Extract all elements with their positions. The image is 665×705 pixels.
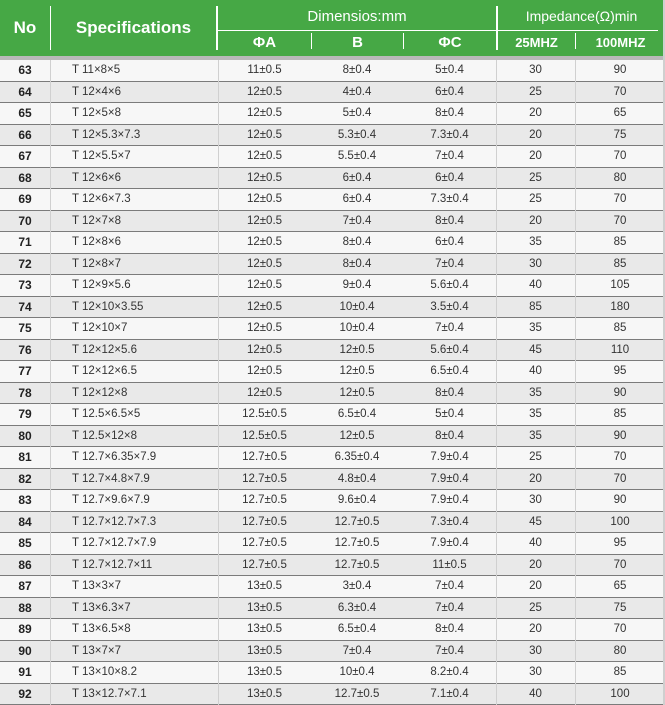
table-row — [0, 167, 665, 189]
row-impedance-25mhz: 40 — [496, 683, 575, 705]
row-specification: T 13×3×7 — [50, 576, 218, 598]
row-phi-c: 7.3±0.4 — [403, 189, 496, 211]
row-phi-c: 7±0.4 — [403, 597, 496, 619]
row-impedance-100mhz: 100 — [575, 511, 665, 533]
table-row — [0, 81, 665, 103]
row-phi-c: 7±0.4 — [403, 318, 496, 340]
row-phi-a: 12±0.5 — [218, 232, 311, 254]
row-impedance-100mhz: 80 — [575, 640, 665, 662]
row-impedance-100mhz: 180 — [575, 296, 665, 318]
row-number: 64 — [0, 81, 50, 103]
row-impedance-100mhz: 70 — [575, 554, 665, 576]
row-number: 77 — [0, 361, 50, 383]
row-impedance-25mhz: 20 — [496, 210, 575, 232]
table-row — [0, 318, 665, 340]
row-impedance-25mhz: 35 — [496, 404, 575, 426]
row-number: 63 — [0, 60, 50, 81]
row-phi-a: 13±0.5 — [218, 576, 311, 598]
row-b: 12.7±0.5 — [311, 554, 403, 576]
row-phi-a: 12±0.5 — [218, 296, 311, 318]
column-separator — [218, 60, 219, 705]
row-phi-c: 7.3±0.4 — [403, 124, 496, 146]
row-phi-c: 8±0.4 — [403, 425, 496, 447]
row-specification: T 12×10×7 — [50, 318, 218, 340]
row-phi-c: 11±0.5 — [403, 554, 496, 576]
row-number: 85 — [0, 533, 50, 555]
table-row — [0, 554, 665, 576]
row-b: 7±0.4 — [311, 640, 403, 662]
row-impedance-100mhz: 85 — [575, 318, 665, 340]
row-impedance-100mhz: 70 — [575, 210, 665, 232]
table-row — [0, 124, 665, 146]
row-phi-a: 12.7±0.5 — [218, 490, 311, 512]
row-number: 84 — [0, 511, 50, 533]
row-phi-c: 7.9±0.4 — [403, 447, 496, 469]
table-row — [0, 60, 665, 81]
header-no: No — [13, 18, 37, 37]
row-b: 4±0.4 — [311, 81, 403, 103]
row-impedance-100mhz: 75 — [575, 597, 665, 619]
row-number: 79 — [0, 404, 50, 426]
row-impedance-25mhz: 40 — [496, 533, 575, 555]
row-impedance-100mhz: 70 — [575, 146, 665, 168]
table-row — [0, 619, 665, 641]
row-specification: T 12×12×8 — [50, 382, 218, 404]
row-b: 12±0.5 — [311, 339, 403, 361]
row-number: 70 — [0, 210, 50, 232]
row-impedance-25mhz: 20 — [496, 554, 575, 576]
header-phi-a: ΦA — [252, 33, 277, 51]
row-phi-a: 12±0.5 — [218, 210, 311, 232]
row-impedance-100mhz: 70 — [575, 189, 665, 211]
row-b: 8±0.4 — [311, 232, 403, 254]
row-number: 73 — [0, 275, 50, 297]
row-number: 65 — [0, 103, 50, 125]
row-impedance-25mhz: 35 — [496, 232, 575, 254]
header-impedance: Impedance(Ω)min — [525, 8, 638, 24]
row-phi-a: 12.5±0.5 — [218, 404, 311, 426]
row-phi-c: 7±0.4 — [403, 146, 496, 168]
row-phi-a: 12.7±0.5 — [218, 511, 311, 533]
row-impedance-25mhz: 40 — [496, 361, 575, 383]
row-impedance-100mhz: 90 — [575, 60, 665, 81]
row-b: 6.5±0.4 — [311, 619, 403, 641]
row-number: 72 — [0, 253, 50, 275]
row-specification: T 12.5×6.5×5 — [50, 404, 218, 426]
row-specification: T 12×12×5.6 — [50, 339, 218, 361]
row-phi-a: 12±0.5 — [218, 253, 311, 275]
row-b: 12±0.5 — [311, 382, 403, 404]
row-impedance-25mhz: 30 — [496, 60, 575, 81]
row-phi-a: 11±0.5 — [218, 60, 311, 81]
row-specification: T 12×12×6.5 — [50, 361, 218, 383]
row-specification: T 12.7×12.7×7.9 — [50, 533, 218, 555]
row-specification: T 12×6×6 — [50, 167, 218, 189]
table-row — [0, 361, 665, 383]
table-row — [0, 253, 665, 275]
row-phi-c: 6±0.4 — [403, 81, 496, 103]
row-specification: T 12×5.3×7.3 — [50, 124, 218, 146]
row-phi-c: 6±0.4 — [403, 232, 496, 254]
row-phi-c: 7±0.4 — [403, 640, 496, 662]
header-specifications: Specifications — [75, 18, 192, 37]
row-impedance-25mhz: 30 — [496, 253, 575, 275]
table-row — [0, 189, 665, 211]
table-row — [0, 103, 665, 125]
row-impedance-25mhz: 20 — [496, 146, 575, 168]
table-row — [0, 468, 665, 490]
row-number: 75 — [0, 318, 50, 340]
header-dimensions: Dimensios:mm — [307, 7, 407, 25]
row-phi-c: 7.9±0.4 — [403, 468, 496, 490]
row-b: 12±0.5 — [311, 361, 403, 383]
row-phi-a: 12.7±0.5 — [218, 468, 311, 490]
row-impedance-25mhz: 45 — [496, 511, 575, 533]
row-impedance-100mhz: 70 — [575, 81, 665, 103]
row-specification: T 12.7×4.8×7.9 — [50, 468, 218, 490]
row-phi-a: 13±0.5 — [218, 662, 311, 684]
row-specification: T 12×4×6 — [50, 81, 218, 103]
row-number: 76 — [0, 339, 50, 361]
row-number: 68 — [0, 167, 50, 189]
row-impedance-100mhz: 90 — [575, 382, 665, 404]
row-phi-c: 7±0.4 — [403, 253, 496, 275]
row-phi-a: 12.7±0.5 — [218, 447, 311, 469]
row-phi-c: 7.3±0.4 — [403, 511, 496, 533]
column-separator — [496, 60, 497, 705]
table-row — [0, 382, 665, 404]
row-b: 6.5±0.4 — [311, 404, 403, 426]
row-number: 89 — [0, 619, 50, 641]
row-number: 81 — [0, 447, 50, 469]
row-number: 91 — [0, 662, 50, 684]
row-impedance-25mhz: 20 — [496, 576, 575, 598]
row-number: 82 — [0, 468, 50, 490]
table-row — [0, 275, 665, 297]
row-impedance-25mhz: 40 — [496, 275, 575, 297]
row-phi-a: 12±0.5 — [218, 382, 311, 404]
row-impedance-100mhz: 80 — [575, 167, 665, 189]
row-impedance-25mhz: 45 — [496, 339, 575, 361]
row-impedance-100mhz: 85 — [575, 232, 665, 254]
row-impedance-100mhz: 70 — [575, 468, 665, 490]
row-phi-a: 13±0.5 — [218, 640, 311, 662]
row-phi-c: 8±0.4 — [403, 619, 496, 641]
row-phi-a: 12±0.5 — [218, 103, 311, 125]
row-impedance-25mhz: 20 — [496, 468, 575, 490]
row-phi-c: 5±0.4 — [403, 404, 496, 426]
row-impedance-25mhz: 35 — [496, 425, 575, 447]
table-row — [0, 404, 665, 426]
row-phi-c: 8±0.4 — [403, 210, 496, 232]
row-impedance-25mhz: 20 — [496, 124, 575, 146]
row-b: 6±0.4 — [311, 189, 403, 211]
header-100mhz: 100MHZ — [595, 34, 646, 50]
row-number: 67 — [0, 146, 50, 168]
row-impedance-100mhz: 70 — [575, 447, 665, 469]
row-phi-a: 12±0.5 — [218, 361, 311, 383]
row-specification: T 12.7×9.6×7.9 — [50, 490, 218, 512]
row-impedance-25mhz: 35 — [496, 382, 575, 404]
row-specification: T 12.5×12×8 — [50, 425, 218, 447]
row-b: 12.7±0.5 — [311, 533, 403, 555]
row-phi-a: 12±0.5 — [218, 146, 311, 168]
row-impedance-100mhz: 85 — [575, 662, 665, 684]
row-impedance-25mhz: 30 — [496, 662, 575, 684]
row-phi-a: 12±0.5 — [218, 275, 311, 297]
row-specification: T 13×6.3×7 — [50, 597, 218, 619]
row-impedance-100mhz: 105 — [575, 275, 665, 297]
table-row — [0, 640, 665, 662]
row-specification: T 12×9×5.6 — [50, 275, 218, 297]
table-row — [0, 662, 665, 684]
row-phi-a: 12±0.5 — [218, 167, 311, 189]
row-impedance-25mhz: 85 — [496, 296, 575, 318]
row-number: 80 — [0, 425, 50, 447]
row-specification: T 12.7×12.7×7.3 — [50, 511, 218, 533]
row-phi-c: 7±0.4 — [403, 576, 496, 598]
spec-table — [0, 60, 665, 705]
row-number: 66 — [0, 124, 50, 146]
row-impedance-100mhz: 90 — [575, 425, 665, 447]
row-phi-c: 7.9±0.4 — [403, 490, 496, 512]
row-phi-a: 13±0.5 — [218, 619, 311, 641]
row-b: 9.6±0.4 — [311, 490, 403, 512]
row-phi-c: 6.5±0.4 — [403, 361, 496, 383]
row-impedance-25mhz: 25 — [496, 81, 575, 103]
row-impedance-25mhz: 25 — [496, 447, 575, 469]
row-impedance-25mhz: 30 — [496, 490, 575, 512]
row-number: 90 — [0, 640, 50, 662]
row-specification: T 12×10×3.55 — [50, 296, 218, 318]
row-phi-c: 7.1±0.4 — [403, 683, 496, 705]
row-b: 5.3±0.4 — [311, 124, 403, 146]
table-row — [0, 210, 665, 232]
row-phi-a: 12.7±0.5 — [218, 533, 311, 555]
table-row — [0, 339, 665, 361]
row-impedance-25mhz: 25 — [496, 597, 575, 619]
row-b: 10±0.4 — [311, 662, 403, 684]
row-b: 10±0.4 — [311, 318, 403, 340]
row-impedance-100mhz: 100 — [575, 683, 665, 705]
row-b: 8±0.4 — [311, 60, 403, 81]
table-header — [0, 0, 665, 56]
row-impedance-100mhz: 95 — [575, 533, 665, 555]
row-specification: T 12×5.5×7 — [50, 146, 218, 168]
table-row — [0, 597, 665, 619]
row-impedance-100mhz: 65 — [575, 103, 665, 125]
row-impedance-100mhz: 75 — [575, 124, 665, 146]
row-number: 92 — [0, 683, 50, 705]
table-row — [0, 146, 665, 168]
table-row — [0, 447, 665, 469]
row-impedance-100mhz: 110 — [575, 339, 665, 361]
row-phi-c: 7.9±0.4 — [403, 533, 496, 555]
row-phi-a: 12.5±0.5 — [218, 425, 311, 447]
row-phi-a: 12±0.5 — [218, 339, 311, 361]
row-specification: T 13×10×8.2 — [50, 662, 218, 684]
row-number: 69 — [0, 189, 50, 211]
row-phi-a: 12±0.5 — [218, 189, 311, 211]
row-specification: T 12×8×7 — [50, 253, 218, 275]
row-specification: T 12×7×8 — [50, 210, 218, 232]
row-phi-c: 3.5±0.4 — [403, 296, 496, 318]
row-specification: T 12×8×6 — [50, 232, 218, 254]
row-number: 74 — [0, 296, 50, 318]
row-impedance-25mhz: 30 — [496, 640, 575, 662]
table-row — [0, 490, 665, 512]
table-row — [0, 425, 665, 447]
row-b: 12±0.5 — [311, 425, 403, 447]
row-specification: T 12.7×12.7×11 — [50, 554, 218, 576]
row-impedance-100mhz: 85 — [575, 253, 665, 275]
row-phi-a: 12±0.5 — [218, 81, 311, 103]
row-specification: T 11×8×5 — [50, 60, 218, 81]
row-specification: T 12×5×8 — [50, 103, 218, 125]
row-number: 78 — [0, 382, 50, 404]
row-impedance-100mhz: 95 — [575, 361, 665, 383]
table-row — [0, 683, 665, 705]
row-phi-c: 8±0.4 — [403, 103, 496, 125]
header-b: B — [352, 33, 363, 51]
row-b: 6.3±0.4 — [311, 597, 403, 619]
row-phi-a: 12.7±0.5 — [218, 554, 311, 576]
row-b: 12.7±0.5 — [311, 683, 403, 705]
row-specification: T 13×6.5×8 — [50, 619, 218, 641]
row-impedance-25mhz: 25 — [496, 167, 575, 189]
row-impedance-25mhz: 25 — [496, 189, 575, 211]
row-phi-a: 12±0.5 — [218, 124, 311, 146]
table-row — [0, 533, 665, 555]
column-separator — [575, 60, 576, 705]
row-impedance-25mhz: 20 — [496, 619, 575, 641]
row-b: 4.8±0.4 — [311, 468, 403, 490]
row-phi-c: 5.6±0.4 — [403, 339, 496, 361]
row-b: 5.5±0.4 — [311, 146, 403, 168]
row-number: 71 — [0, 232, 50, 254]
header-25mhz: 25MHZ — [515, 34, 558, 50]
row-number: 87 — [0, 576, 50, 598]
row-b: 7±0.4 — [311, 210, 403, 232]
row-phi-c: 5±0.4 — [403, 60, 496, 81]
row-impedance-25mhz: 20 — [496, 103, 575, 125]
row-b: 3±0.4 — [311, 576, 403, 598]
row-phi-a: 13±0.5 — [218, 597, 311, 619]
table-row — [0, 511, 665, 533]
row-b: 6±0.4 — [311, 167, 403, 189]
row-number: 88 — [0, 597, 50, 619]
table-row — [0, 576, 665, 598]
row-number: 83 — [0, 490, 50, 512]
row-specification: T 13×7×7 — [50, 640, 218, 662]
row-impedance-100mhz: 90 — [575, 490, 665, 512]
row-specification: T 13×12.7×7.1 — [50, 683, 218, 705]
column-separator — [50, 60, 51, 705]
row-b: 12.7±0.5 — [311, 511, 403, 533]
row-b: 5±0.4 — [311, 103, 403, 125]
row-impedance-25mhz: 35 — [496, 318, 575, 340]
row-impedance-100mhz: 65 — [575, 576, 665, 598]
row-impedance-100mhz: 70 — [575, 619, 665, 641]
row-b: 6.35±0.4 — [311, 447, 403, 469]
row-b: 8±0.4 — [311, 253, 403, 275]
row-impedance-100mhz: 85 — [575, 404, 665, 426]
row-specification: T 12×6×7.3 — [50, 189, 218, 211]
row-specification: T 12.7×6.35×7.9 — [50, 447, 218, 469]
table-row — [0, 232, 665, 254]
row-b: 9±0.4 — [311, 275, 403, 297]
row-phi-a: 13±0.5 — [218, 683, 311, 705]
header-phi-c: ΦC — [438, 33, 462, 51]
table-row — [0, 296, 665, 318]
row-phi-c: 5.6±0.4 — [403, 275, 496, 297]
row-phi-c: 8±0.4 — [403, 382, 496, 404]
row-phi-c: 6±0.4 — [403, 167, 496, 189]
row-b: 10±0.4 — [311, 296, 403, 318]
row-phi-c: 8.2±0.4 — [403, 662, 496, 684]
row-phi-a: 12±0.5 — [218, 318, 311, 340]
row-number: 86 — [0, 554, 50, 576]
